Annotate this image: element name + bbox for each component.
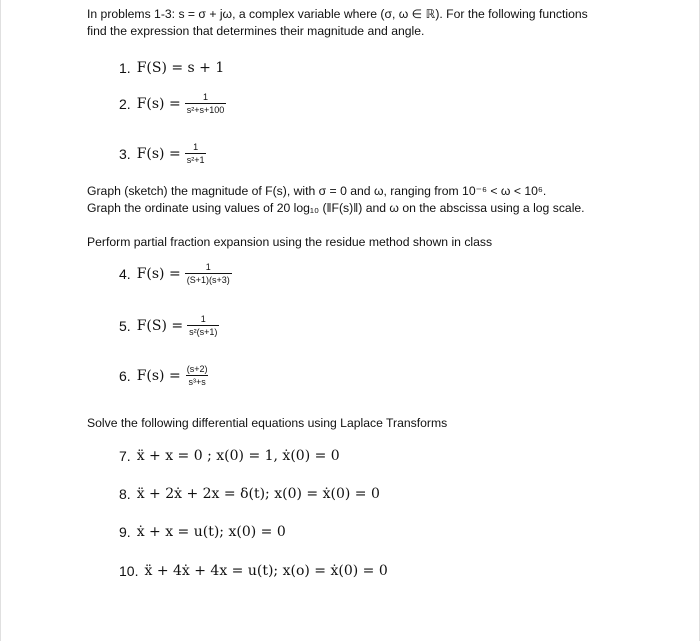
denominator: s²+s+100 [186,105,225,115]
problem-number: 5. [119,318,131,334]
problem-number: 3. [119,146,131,162]
problem-lhs: F(s) = [136,266,181,282]
laplace-heading: Solve the following differential equations using Laplace Transforms [87,416,448,430]
differential-equation: ẋ + x = u(t); x(0) = 0 [136,524,286,540]
differential-equation: ẍ + x = 0 ; x(0) = 1, ẋ(0) = 0 [136,448,340,464]
problem-10 [119,563,388,579]
intro-line-1: In problems 1-3: s = σ + jω, a complex variable where (σ, ω ∈ ℝ). For the following functions [87,7,588,21]
problem-4 [119,262,232,286]
problem-6 [119,364,209,388]
fraction [185,262,232,286]
denominator: s²+1 [186,155,205,165]
graph-line-1: Graph (sketch) the magnitude of F(s), with σ = 0 and ω, ranging from 10⁻⁶ < ω < 10⁶. [87,184,547,198]
fraction [185,142,207,166]
problem-number: 9. [119,524,131,540]
problem-8 [119,486,380,502]
denominator: s²(s+1) [189,327,218,337]
denominator: (S+1)(s+3) [186,275,230,285]
intro-line-2: find the expression that determines their magnitude and angle. [87,24,425,38]
differential-equation: ẍ + 4ẋ + 4x = u(t); x(o) = ẋ(0) = 0 [144,563,388,579]
problem-number: 10. [119,563,139,579]
problem-number: 2. [119,96,131,112]
numerator: (s+2) [186,364,208,374]
problem-lhs: F(s) = [136,96,181,112]
problem-2 [119,92,226,116]
fraction [187,314,219,338]
fraction [185,364,210,388]
problem-number: 7. [119,448,131,464]
problem-7 [119,448,340,464]
problem-number: 6. [119,368,131,384]
problem-5 [119,314,219,338]
fraction [185,92,227,116]
problem-number: 1. [119,60,131,76]
differential-equation: ẍ + 2ẋ + 2x = δ(t); x(0) = ẋ(0) = 0 [136,486,380,502]
problem-expression: F(S) = s + 1 [136,60,225,76]
problem-1 [119,60,224,76]
problem-lhs: F(S) = [136,318,184,334]
problem-number: 4. [119,266,131,282]
problem-lhs: F(s) = [136,146,181,162]
numerator: 1 [205,262,211,272]
partial-fraction-heading: Perform partial fraction expansion using the residue method shown in class [87,235,493,249]
numerator: 1 [202,92,208,102]
graph-line-2: Graph the ordinate using values of 20 log₁₀ (‖F(s)‖) and ω on the abscissa using a log scale. [87,201,585,215]
problem-number: 8. [119,486,131,502]
problem-lhs: F(s) = [136,368,181,384]
denominator: s³+s [188,377,206,387]
numerator: 1 [200,314,206,324]
problem-3 [119,142,206,166]
numerator: 1 [193,142,199,152]
problem-9 [119,524,286,540]
